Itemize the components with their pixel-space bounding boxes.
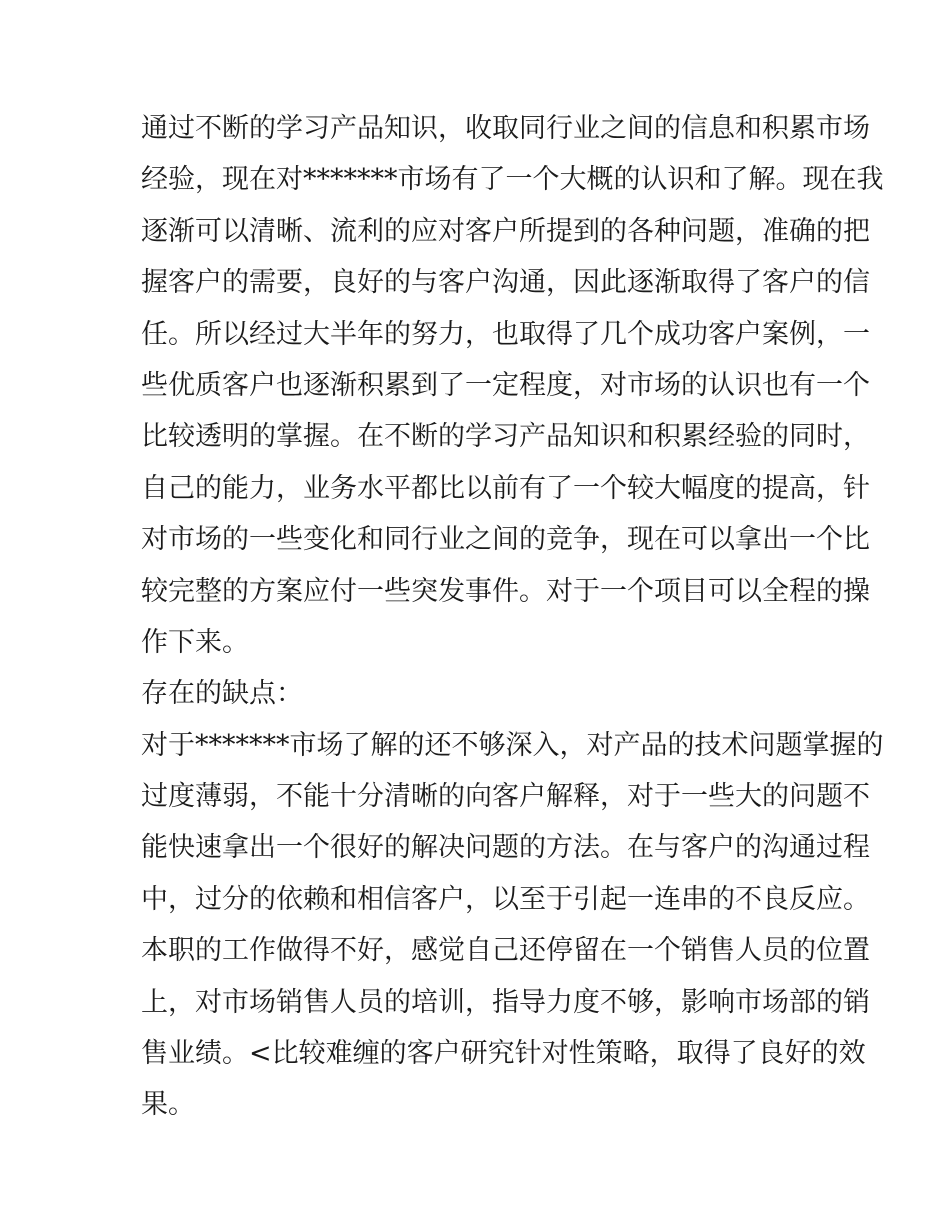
text-line-19: 售业绩。<比较难缠的客户研究针对性策略，取得了良好的效: [141, 1038, 866, 1070]
text-line-16: 中，过分的依赖和相信客户，以至于引起一连串的不良反应。: [141, 883, 870, 915]
text-line-6: 些优质客户也逐渐积累到了一定程度，对市场的认识也有一个: [141, 369, 870, 401]
text-line-3: 逐渐可以清晰、流利的应对客户所提到的各种问题，准确的把: [141, 215, 870, 247]
text-line-9: 对市场的一些变化和同行业之间的竞争，现在可以拿出一个比: [141, 524, 870, 556]
section-heading-shortcomings: 存在的缺点：: [141, 678, 303, 710]
document-body: [141, 103, 884, 1131]
text-line-4: 握客户的需要，良好的与客户沟通，因此逐渐取得了客户的信: [141, 267, 870, 299]
text-line-7: 比较透明的掌握。在不断的学习产品知识和积累经验的同时，: [141, 421, 870, 453]
text-line-8: 自己的能力，业务水平都比以前有了一个较大幅度的提高，针: [141, 472, 870, 504]
text-line-2: 经验，现在对*******市场有了一个大概的认识和了解。现在我: [141, 164, 884, 196]
text-line-17: 本职的工作做得不好，感觉自己还停留在一个销售人员的位置: [141, 935, 870, 967]
text-line-11: 作下来。: [141, 626, 249, 658]
text-line-20: 果。: [141, 1089, 195, 1121]
text-line-15: 能快速拿出一个很好的解决问题的方法。在与客户的沟通过程: [141, 832, 870, 864]
text-line-13: 对于*******市场了解的还不够深入，对产品的技术问题掌握的: [141, 729, 884, 761]
text-line-18: 上，对市场销售人员的培训，指导力度不够，影响市场部的销: [141, 986, 870, 1018]
text-line-5: 任。所以经过大半年的努力，也取得了几个成功客户案例，一: [141, 318, 870, 350]
text-line-1: 通过不断的学习产品知识，收取同行业之间的信息和积累市场: [141, 113, 870, 144]
text-line-10: 较完整的方案应付一些突发事件。对于一个项目可以全程的操: [141, 575, 870, 607]
text-line-14: 过度薄弱，不能十分清晰的向客户解释，对于一些大的问题不: [141, 781, 870, 813]
